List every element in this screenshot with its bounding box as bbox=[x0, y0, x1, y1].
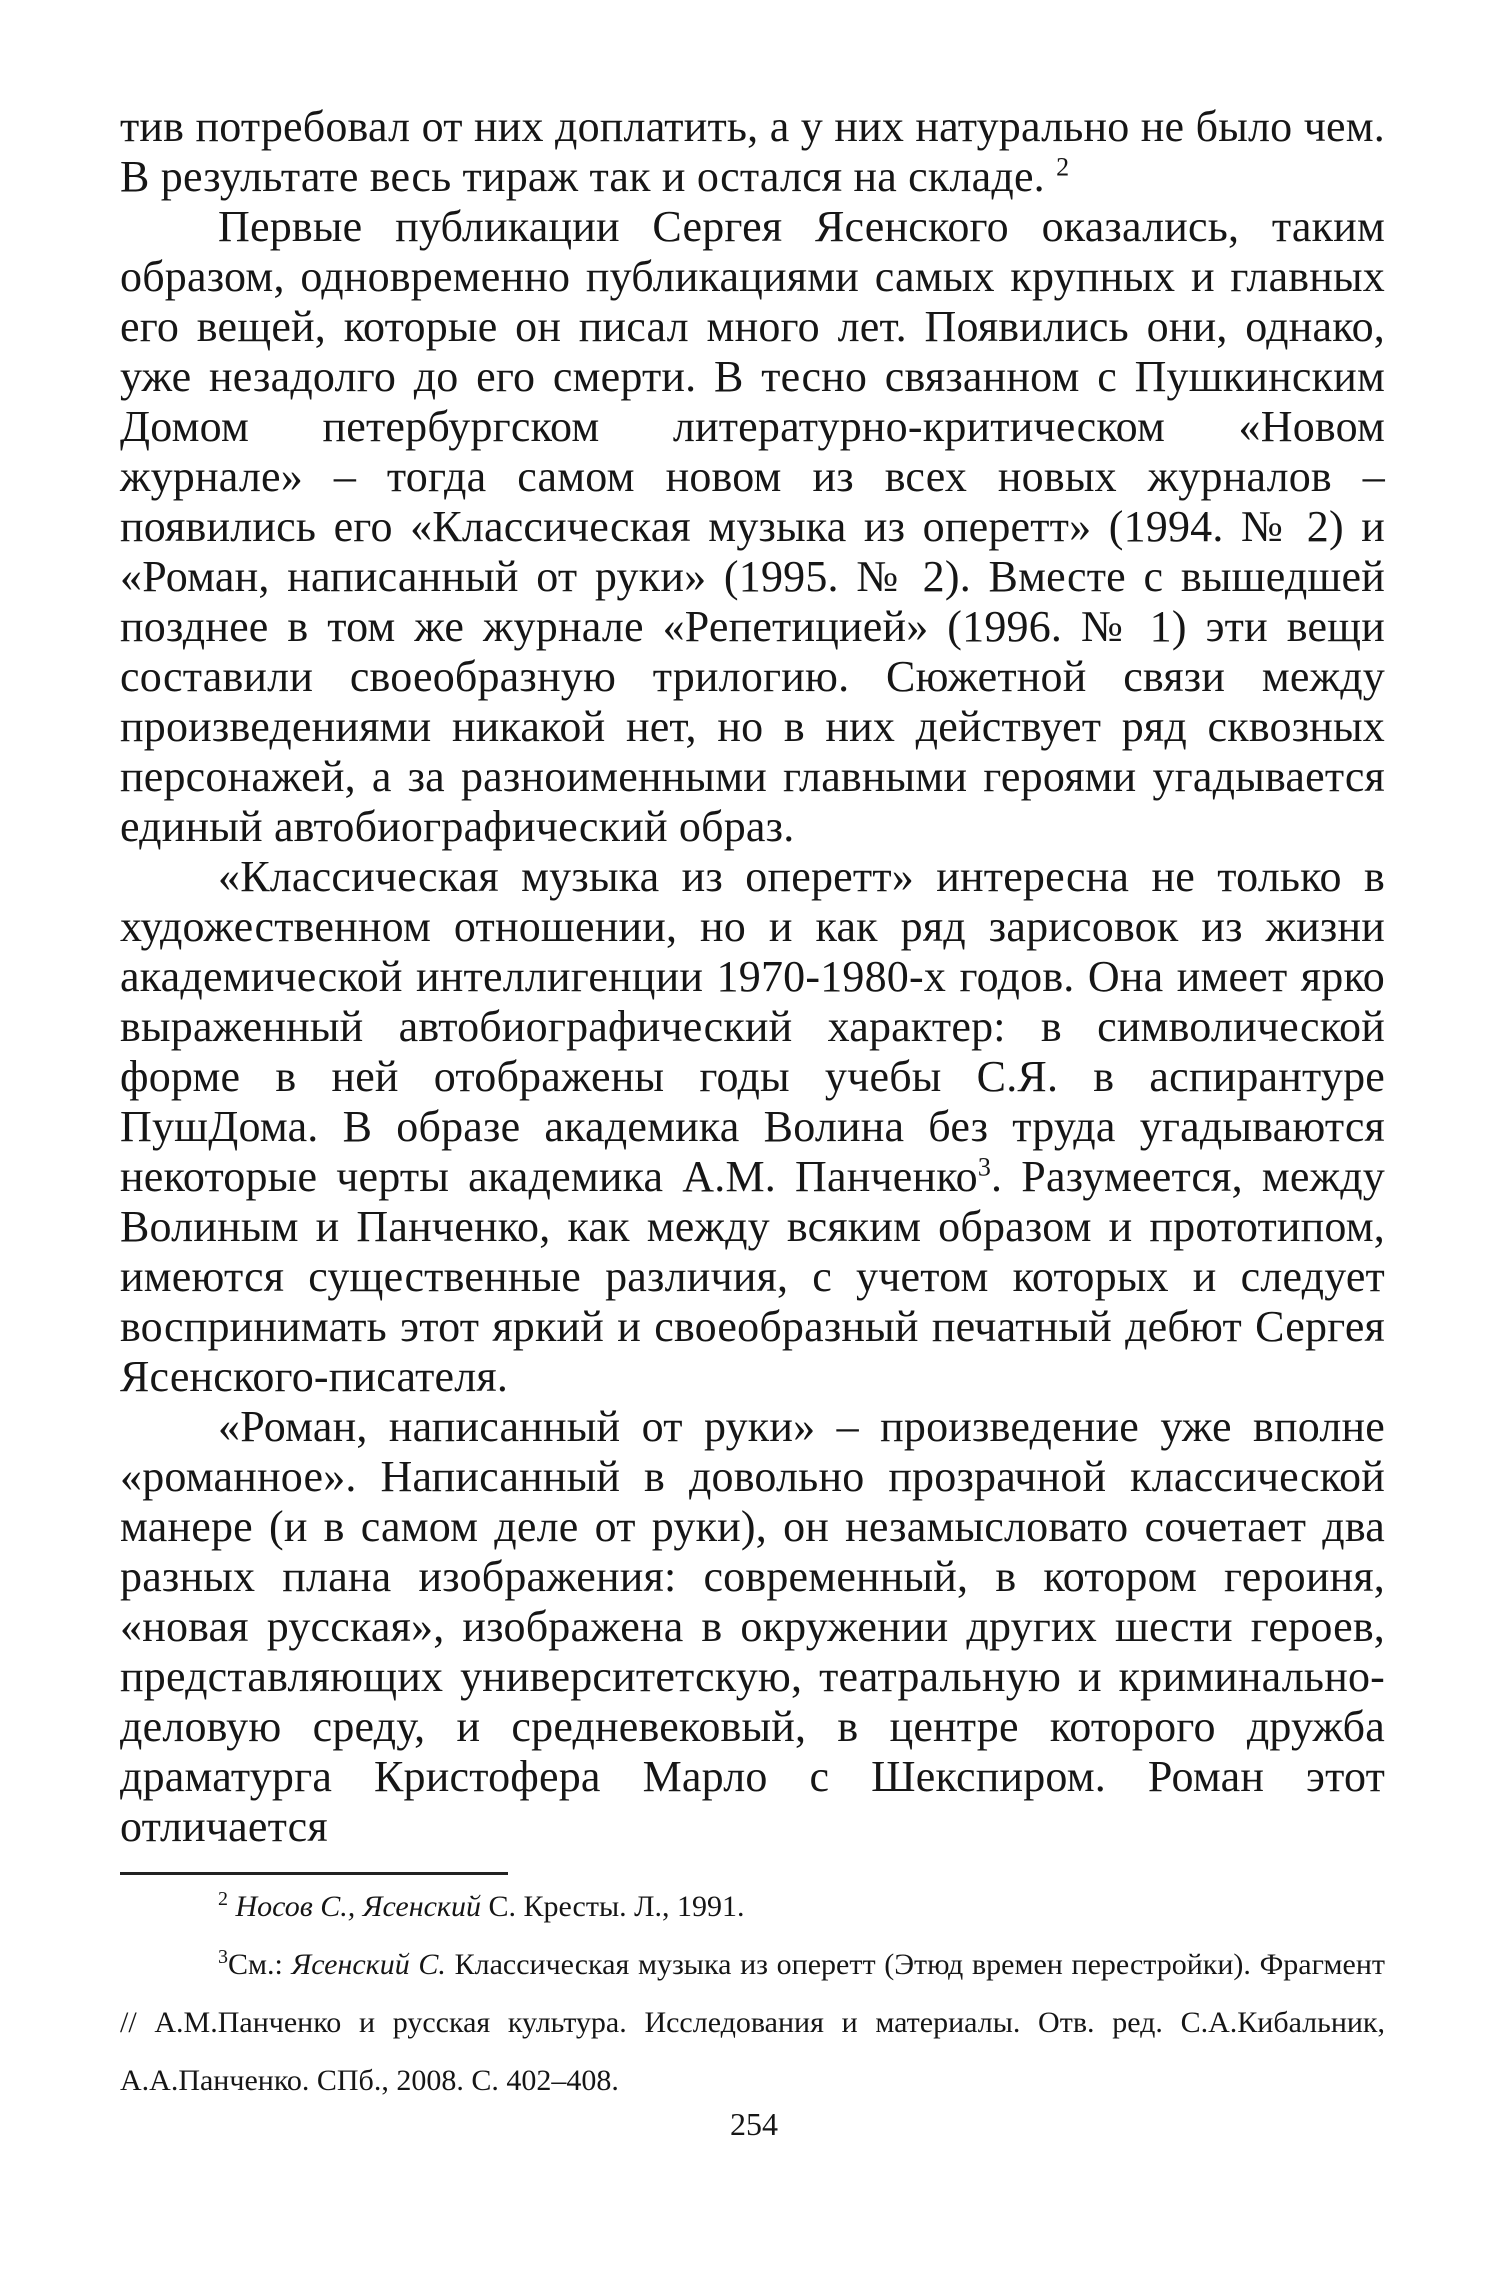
footnote-separator bbox=[120, 1872, 508, 1875]
paragraph-3-text-before: «Классическая музыка из оперетт» интересна не только в художественном отношении, но и как ряд зарисовок из жизни академической интеллигенции 1970-1980-х годов. Она имеет ярко выраженный автобиографический характер: в символической форме в ней отображены годы учебы С.Я. в аспирантуре ПушДома. В образе академика Волина без труда угадываются некоторые черты академика А.М. Панченко bbox=[120, 852, 1385, 1201]
footnote-3-text: Классическая музыка из оперетт (Этюд времен перестройки). Фрагмент // А.М.Панченко и русская культура. Исследования и материалы. Отв. ред. С.А.Кибальник, А.А.Панченко. СПб., 2008. С. 402–408. bbox=[120, 1948, 1385, 2097]
footnote-3-mark: 3 bbox=[218, 1946, 228, 1968]
footnote-3 bbox=[120, 1936, 1385, 2110]
footnote-2 bbox=[120, 1878, 1385, 1936]
paragraph-3-text-after: . Разумеется, между Волиным и Панченко, как между всяким образом и прототипом, имеются существенные различия, с учетом которых и следует воспринимать этот яркий и своеобразный печатный дебют Сергея Ясенского-писателя. bbox=[120, 1152, 1385, 1401]
page-number: 254 bbox=[730, 2106, 778, 2142]
footnote-3-prefix: См.: bbox=[228, 1948, 292, 1981]
footnote-2-mark: 2 bbox=[218, 1888, 228, 1910]
footnote-3-author: Ясенский С. bbox=[291, 1948, 446, 1981]
footnote-2-author: Носов С., Ясенский bbox=[235, 1890, 481, 1923]
paragraph-1-text: тив потребовал от них доплатить, а у них натурально не было чем. В результате весь тираж так и остался на складе. bbox=[120, 102, 1385, 201]
paragraph-1 bbox=[120, 102, 1385, 202]
paragraph-3 bbox=[120, 852, 1385, 1402]
footnote-ref-2: 2 bbox=[1056, 152, 1070, 182]
footnote-2-text: С. Кресты. Л., 1991. bbox=[480, 1890, 745, 1923]
footnotes bbox=[120, 1878, 1385, 2110]
footnote-ref-3: 3 bbox=[977, 1152, 992, 1182]
main-text bbox=[120, 102, 1385, 1852]
paragraph-2-text: Первые публикации Сергея Ясенского оказались, таким образом, одновременно публикациями самых крупных и главных его вещей, которые он писал много лет. Появились они, однако, уже незадолго до его смерти. В тесно связанном с Пушкинским Домом петербургском литературно-критическом «Новом журнале» – тогда самом новом из всех новых журналов – появились его «Классическая музыка из оперетт» (1994. № 2) и «Роман, написанный от руки» (1995. № 2). Вместе с вышедшей позднее в том же журнале «Репетицией» (1996. № 1) эти вещи составили своеобразную трилогию. Сюжетной связи между произведениями никакой нет, но в них действует ряд сквозных персонажей, а за разноименными главными героями угадывается единый автобиографический образ. bbox=[120, 202, 1385, 851]
paragraph-2 bbox=[120, 202, 1385, 852]
paragraph-4 bbox=[120, 1402, 1385, 1852]
paragraph-4-text: «Роман, написанный от руки» – произведение уже вполне «романное». Написанный в довольно прозрачной классической манере (и в самом деле от руки), он незамысловато сочетает два разных плана изображения: современный, в котором героиня, «новая русская», изображена в окружении других шести героев, представляющих университетскую, театральную и криминально-деловую среду, и средневековый, в центре которого дружба драматурга Кристофера Марло с Шекспиром. Роман этот отличается bbox=[120, 1402, 1385, 1851]
